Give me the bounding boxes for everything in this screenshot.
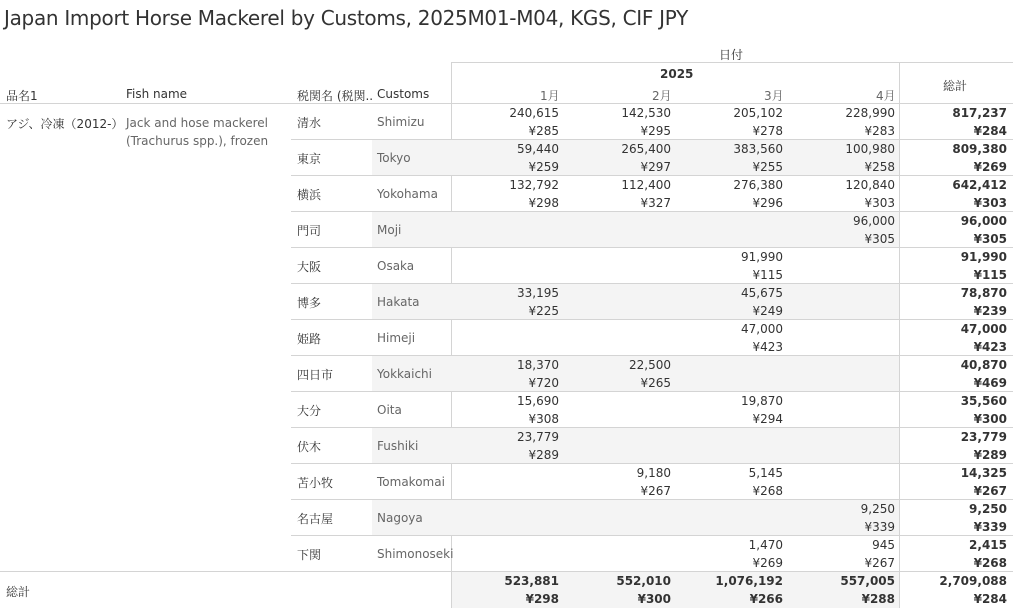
customs-en-cell[interactable]: Nagoya bbox=[377, 511, 423, 525]
data-cell[interactable]: 33,195 ¥225 bbox=[517, 286, 559, 318]
customs-en-cell[interactable]: Yokkaichi bbox=[377, 367, 432, 381]
row-total-cell[interactable]: 14,325 ¥267 bbox=[960, 466, 1007, 498]
month-header-mar[interactable]: 3月 bbox=[764, 89, 784, 103]
data-cell[interactable]: 59,440 ¥259 bbox=[517, 142, 559, 174]
row-total-cell[interactable]: 40,870 ¥469 bbox=[960, 358, 1007, 390]
customs-jp-cell[interactable]: 門司 bbox=[297, 224, 322, 238]
customs-jp-cell[interactable]: 四日市 bbox=[297, 368, 334, 382]
grand-total-feb[interactable]: 552,010 ¥300 bbox=[616, 574, 671, 606]
year-header[interactable]: 2025 bbox=[660, 67, 694, 81]
month-header-feb[interactable]: 2月 bbox=[652, 89, 672, 103]
item-name-cell[interactable]: アジ、冷凍（2012-） bbox=[6, 117, 124, 131]
data-cell[interactable]: 265,400 ¥297 bbox=[621, 142, 671, 174]
data-cell[interactable]: 5,145 ¥268 bbox=[748, 466, 783, 498]
data-cell[interactable]: 9,180 ¥267 bbox=[636, 466, 671, 498]
row-total-cell[interactable]: 35,560 ¥300 bbox=[960, 394, 1007, 426]
data-cell[interactable]: 276,380 ¥296 bbox=[733, 178, 783, 210]
customs-en-cell[interactable]: Oita bbox=[377, 403, 402, 417]
customs-en-cell[interactable]: Tokyo bbox=[377, 151, 411, 165]
customs-jp-cell[interactable]: 名古屋 bbox=[297, 512, 334, 526]
customs-jp-cell[interactable]: 横浜 bbox=[297, 188, 322, 202]
grand-total-header[interactable]: 総計 bbox=[943, 79, 968, 93]
data-cell[interactable]: 205,102 ¥278 bbox=[733, 106, 783, 138]
row-total-cell[interactable]: 817,237 ¥284 bbox=[952, 106, 1007, 138]
customs-jp-cell[interactable]: 苫小牧 bbox=[297, 476, 334, 490]
row-divider bbox=[291, 391, 1013, 392]
data-cell[interactable]: 112,400 ¥327 bbox=[621, 178, 671, 210]
data-cell[interactable]: 132,792 ¥298 bbox=[509, 178, 559, 210]
customs-jp-cell[interactable]: 伏木 bbox=[297, 440, 322, 454]
customs-jp-cell[interactable]: 下関 bbox=[297, 548, 322, 562]
customs-en-cell[interactable]: Moji bbox=[377, 223, 402, 237]
data-cell[interactable]: 23,779 ¥289 bbox=[517, 430, 559, 462]
data-cell[interactable]: 240,615 ¥285 bbox=[509, 106, 559, 138]
header-rule-date bbox=[451, 62, 1013, 63]
data-cell[interactable]: 91,990 ¥115 bbox=[741, 250, 783, 282]
data-cell[interactable]: 1,470 ¥269 bbox=[748, 538, 783, 570]
customs-jp-cell[interactable]: 姫路 bbox=[297, 332, 322, 346]
row-shade bbox=[372, 284, 899, 320]
customs-en-cell[interactable]: Himeji bbox=[377, 331, 416, 345]
data-cell[interactable]: 120,840 ¥303 bbox=[845, 178, 895, 210]
row-total-cell[interactable]: 642,412 ¥303 bbox=[952, 178, 1007, 210]
row-total-cell[interactable]: 2,415 ¥268 bbox=[969, 538, 1007, 570]
data-cell[interactable]: 100,980 ¥258 bbox=[845, 142, 895, 174]
data-cell[interactable]: 9,250 ¥339 bbox=[860, 502, 895, 534]
row-divider bbox=[291, 283, 1013, 284]
data-cell[interactable]: 19,870 ¥294 bbox=[741, 394, 783, 426]
row-total-cell[interactable]: 78,870 ¥239 bbox=[960, 286, 1007, 318]
grand-total-all[interactable]: 2,709,088 ¥284 bbox=[939, 574, 1007, 606]
row-shade bbox=[372, 500, 899, 536]
data-cell[interactable]: 945 ¥267 bbox=[864, 538, 895, 570]
row-divider bbox=[291, 499, 1013, 500]
row-divider bbox=[291, 247, 1013, 248]
month-header-jan[interactable]: 1月 bbox=[540, 89, 560, 103]
customs-en-cell[interactable]: Tomakomai bbox=[377, 475, 445, 489]
row-divider bbox=[291, 211, 1013, 212]
fish-name-header[interactable]: Fish name bbox=[126, 87, 188, 101]
row-total-cell[interactable]: 96,000 ¥305 bbox=[960, 214, 1007, 246]
row-shade bbox=[372, 428, 899, 464]
grand-total-mar[interactable]: 1,076,192 ¥266 bbox=[715, 574, 783, 606]
item-name-header[interactable]: 品名1 bbox=[6, 89, 38, 103]
data-cell[interactable]: 96,000 ¥305 bbox=[853, 214, 895, 246]
grand-total-row-label[interactable]: 総計 bbox=[6, 585, 31, 599]
row-total-cell[interactable]: 9,250 ¥339 bbox=[969, 502, 1007, 534]
customs-en-cell[interactable]: Shimonoseki bbox=[377, 547, 454, 561]
customs-en-cell[interactable]: Hakata bbox=[377, 295, 420, 309]
grand-total-apr[interactable]: 557,005 ¥288 bbox=[840, 574, 895, 606]
customs-en-cell[interactable]: Shimizu bbox=[377, 115, 425, 129]
month-header-apr[interactable]: 4月 bbox=[876, 89, 896, 103]
data-cell[interactable]: 228,990 ¥283 bbox=[845, 106, 895, 138]
fish-name-cell[interactable]: Jack and hose mackerel (Trachurus spp.), frozen bbox=[126, 116, 269, 148]
customs-jp-cell[interactable]: 大阪 bbox=[297, 260, 322, 274]
total-column-border bbox=[899, 62, 900, 608]
row-shade bbox=[372, 212, 899, 248]
data-cell[interactable]: 22,500 ¥265 bbox=[629, 358, 671, 390]
data-cell[interactable]: 15,690 ¥308 bbox=[517, 394, 559, 426]
row-divider bbox=[291, 427, 1013, 428]
customs-en-header[interactable]: Customs bbox=[377, 87, 430, 101]
row-divider bbox=[291, 319, 1013, 320]
customs-jp-header[interactable]: 税関名 (税関.. bbox=[297, 89, 374, 103]
data-cell[interactable]: 47,000 ¥423 bbox=[741, 322, 783, 354]
row-total-cell[interactable]: 91,990 ¥115 bbox=[960, 250, 1007, 282]
data-cell[interactable]: 383,560 ¥255 bbox=[733, 142, 783, 174]
row-total-cell[interactable]: 23,779 ¥289 bbox=[960, 430, 1007, 462]
row-total-cell[interactable]: 809,380 ¥269 bbox=[952, 142, 1007, 174]
row-divider bbox=[291, 535, 1013, 536]
customs-jp-cell[interactable]: 東京 bbox=[297, 152, 322, 166]
customs-jp-cell[interactable]: 大分 bbox=[297, 404, 322, 418]
customs-en-cell[interactable]: Fushiki bbox=[377, 439, 419, 453]
date-header[interactable]: 日付 bbox=[719, 48, 744, 62]
data-cell[interactable]: 18,370 ¥720 bbox=[517, 358, 559, 390]
data-cell[interactable]: 45,675 ¥249 bbox=[741, 286, 783, 318]
customs-jp-cell[interactable]: 清水 bbox=[297, 116, 322, 130]
row-total-cell[interactable]: 47,000 ¥423 bbox=[960, 322, 1007, 354]
grand-total-jan[interactable]: 523,881 ¥298 bbox=[504, 574, 559, 606]
customs-en-cell[interactable]: Yokohama bbox=[377, 187, 438, 201]
page-title: Japan Import Horse Mackerel by Customs, 2025M01-M04, KGS, CIF JPY bbox=[4, 6, 689, 30]
customs-en-cell[interactable]: Osaka bbox=[377, 259, 415, 273]
data-cell[interactable]: 142,530 ¥295 bbox=[621, 106, 671, 138]
customs-jp-cell[interactable]: 博多 bbox=[297, 296, 322, 310]
